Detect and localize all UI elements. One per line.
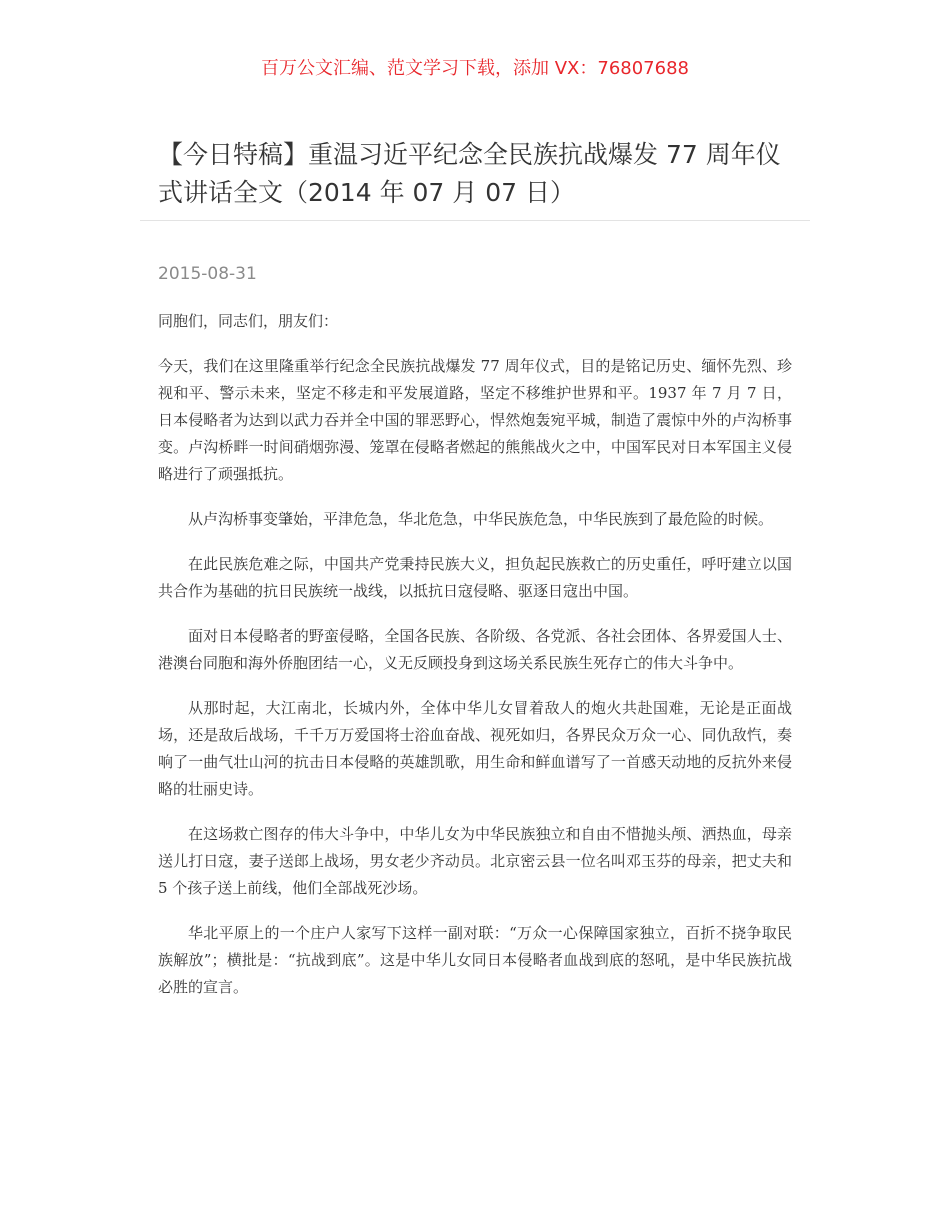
paragraph: 从那时起，大江南北，长城内外，全体中华儿女冒着敌人的炮火共赴国难，无论是正面战场，还是敌后战场，千千万万爱国将士浴血奋战、视死如归，各界民众万众一心、同仇敌忾，奏响了一曲气壮山河的抗击日本侵略的英雄凯歌，用生命和鲜血谱写了一首感天动地的反抗外来侵略的壮丽史诗。 [158,699,792,798]
article-body [158,308,792,1019]
title-divider [140,220,810,221]
promo-banner: 百万公文汇编、范文学习下载，添加 VX：76807688 [261,58,689,79]
paragraph: 华北平原上的一个庄户人家写下这样一副对联：“万众一心保障国家独立，百折不挠争取民族解放”；横批是：“抗战到底”。这是中华儿女同日本侵略者血战到底的怒吼，是中华民族抗战必胜的宣言。 [158,924,792,996]
paragraph: 从卢沟桥事变肇始，平津危急，华北危急，中华民族危急，中华民族到了最危险的时候。 [188,510,774,528]
publish-date: 2015-08-31 [158,264,257,284]
paragraph: 在此民族危难之际，中国共产党秉持民族大义，担负起民族救亡的历史重任，呼吁建立以国共合作为基础的抗日民族统一战线，以抵抗日寇侵略、驱逐日寇出中国。 [158,555,792,600]
paragraph: 面对日本侵略者的野蛮侵略，全国各民族、各阶级、各党派、各社会团体、各界爱国人士、港澳台同胞和海外侨胞团结一心，义无反顾投身到这场关系民族生死存亡的伟大斗争中。 [158,627,792,672]
article-title: 【今日特稿】重温习近平纪念全民族抗战爆发 77 周年仪式讲话全文（2014 年 07 月 07 日） [158,140,781,207]
paragraph: 今天，我们在这里隆重举行纪念全民族抗战爆发 77 周年仪式，目的是铭记历史、缅怀先烈、珍视和平、警示未来，坚定不移走和平发展道路，坚定不移维护世界和平。1937 年 7 月 7 日，日本侵略者为达到以武力吞并全中国的罪恶野心，悍然炮轰宛平城，制造了震惊中外的卢沟桥事变。卢沟桥畔一时间硝烟弥漫、笼罩在侵略者燃起的熊熊战火之中，中国军民对日本军国主义侵略进行了顽强抵抗。 [158,357,792,483]
paragraph: 在这场救亡图存的伟大斗争中，中华儿女为中华民族独立和自由不惜抛头颅、洒热血，母亲送儿打日寇，妻子送郎上战场，男女老少齐动员。北京密云县一位名叫邓玉芬的母亲，把丈夫和 5 个孩子送上前线，他们全部战死沙场。 [158,825,792,897]
salutation: 同胞们，同志们，朋友们： [158,312,339,330]
